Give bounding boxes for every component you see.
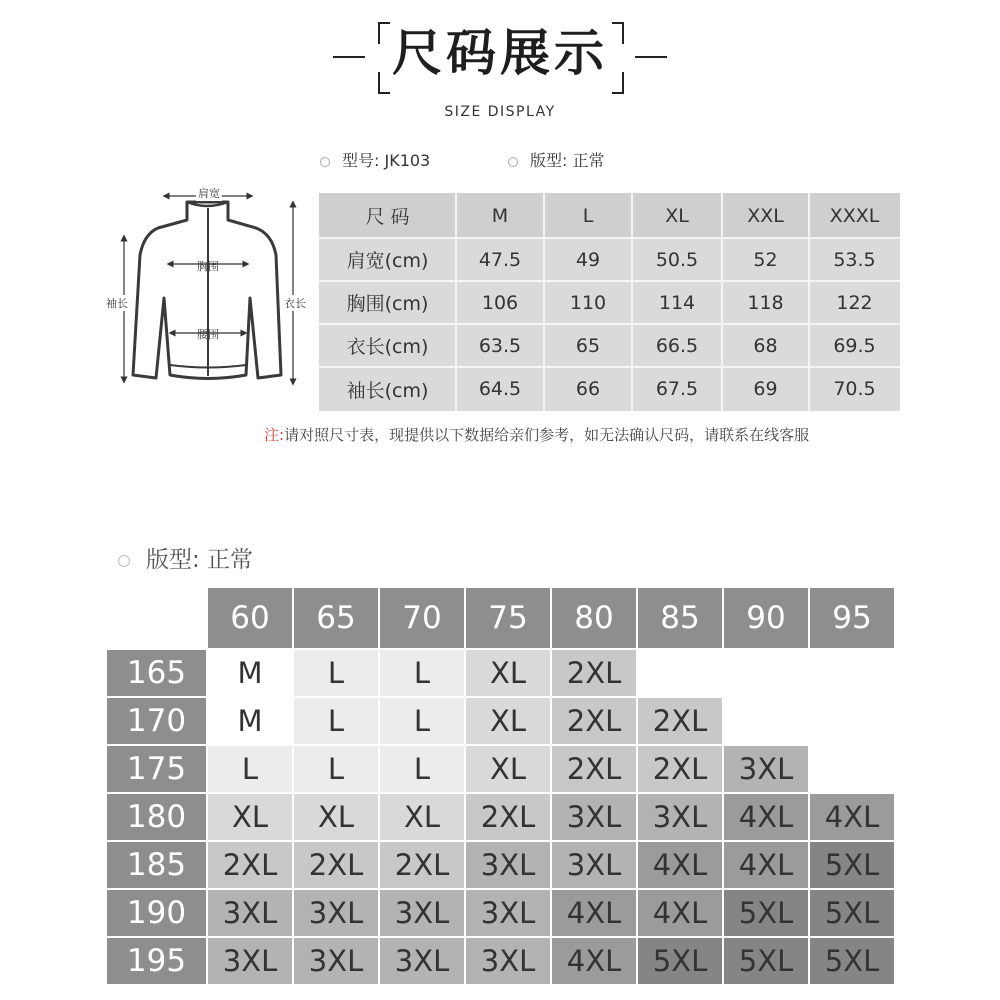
size-table-header-cell: XXL	[722, 193, 809, 238]
size-cell: XL	[466, 650, 552, 698]
weight-header-cell: 65	[294, 588, 380, 650]
model-text: 型号: JK103	[342, 151, 431, 170]
height-header-cell: 165	[107, 650, 208, 698]
height-header-cell: 175	[107, 746, 208, 794]
table-row-divider	[319, 366, 900, 368]
size-cell: 2XL	[552, 650, 638, 698]
weight-header-cell: 95	[810, 588, 896, 650]
size-table-header-cell: L	[544, 193, 632, 238]
table-column-divider	[543, 193, 545, 411]
size-cell: XL	[294, 794, 380, 842]
height-weight-grid	[107, 588, 893, 986]
size-cell: XL	[380, 794, 466, 842]
size-cell: 3XL	[724, 746, 810, 794]
size-cell: 3XL	[466, 938, 552, 986]
size-cell: 5XL	[810, 890, 896, 938]
grid-fit-info	[118, 545, 253, 575]
grid-fit-text: 版型: 正常	[146, 547, 254, 573]
size-cell: 4XL	[810, 794, 896, 842]
size-table-cell: 114	[658, 291, 696, 314]
size-cell: L	[294, 650, 380, 698]
sleeve-label: 袖长	[106, 297, 128, 310]
bullet-icon	[320, 157, 330, 167]
size-table-header-cell: M	[456, 193, 544, 238]
weight-header-cell: 75	[466, 588, 552, 650]
table-row-divider	[319, 237, 900, 239]
size-table-header-cell: XL	[632, 193, 722, 238]
jacket-outline-icon	[100, 180, 315, 395]
size-cell: XL	[466, 746, 552, 794]
size-cell: 5XL	[638, 938, 724, 986]
size-cell: 5XL	[810, 842, 896, 890]
size-cell: L	[294, 698, 380, 746]
size-cell: 3XL	[294, 890, 380, 938]
table-column-divider	[455, 193, 457, 411]
table-column-divider	[721, 193, 723, 411]
size-table-cell: 68	[753, 334, 778, 357]
bullet-icon	[508, 157, 518, 167]
chest-label: 胸围	[197, 260, 219, 273]
size-table-cell: 69.5	[833, 334, 876, 357]
size-cell: 3XL	[208, 938, 294, 986]
size-cell: XL	[466, 698, 552, 746]
size-table-cell: 110	[569, 291, 607, 314]
size-note	[264, 424, 809, 446]
size-cell: 3XL	[466, 842, 552, 890]
size-table-header-cell: XXXL	[809, 193, 900, 238]
size-cell: 2XL	[638, 746, 724, 794]
size-cell: 3XL	[466, 890, 552, 938]
size-table-cell: 65	[575, 334, 601, 357]
size-table-cell: 118	[747, 291, 784, 314]
size-cell: M	[208, 698, 294, 746]
size-table-cell: 70.5	[833, 378, 876, 400]
size-table-row-label: 胸围(cm)	[346, 293, 429, 315]
size-table-row-label: 袖长(cm)	[346, 379, 429, 402]
weight-header-cell: 80	[552, 588, 638, 650]
height-header-cell: 180	[107, 794, 208, 842]
table-row-divider	[319, 323, 900, 325]
size-table-header-cell: 尺 码	[319, 193, 456, 238]
note-prefix: 注:	[264, 426, 285, 444]
fit-info	[508, 150, 604, 172]
size-cell: 3XL	[380, 890, 466, 938]
size-cell: 3XL	[294, 938, 380, 986]
model-info	[320, 150, 430, 172]
size-cell: 3XL	[552, 794, 638, 842]
weight-header-cell: 60	[208, 588, 294, 650]
bullet-icon	[118, 555, 130, 567]
size-cell: L	[208, 746, 294, 794]
height-header-cell: 170	[107, 698, 208, 746]
size-table-cell: 52	[753, 248, 778, 271]
size-cell: 4XL	[552, 890, 638, 938]
fit-text: 版型: 正常	[530, 151, 605, 170]
size-table-cell: 64.5	[478, 378, 522, 400]
waist-label: 腰围	[197, 328, 219, 341]
size-table	[319, 193, 900, 411]
size-cell: L	[380, 698, 466, 746]
size-cell: 2XL	[552, 746, 638, 794]
size-cell: 5XL	[724, 938, 810, 986]
size-table-cell: 69	[753, 378, 778, 400]
page-title: 尺码展示	[392, 24, 608, 82]
shoulder-label: 肩宽	[198, 187, 220, 200]
size-cell: L	[380, 746, 466, 794]
weight-axis-label: 体重(kg)	[144, 598, 200, 613]
garment-diagram	[100, 180, 315, 395]
length-label: 衣长	[284, 297, 306, 310]
size-cell: 3XL	[208, 890, 294, 938]
size-table-row-label: 衣长(cm)	[346, 336, 429, 358]
size-cell: 4XL	[638, 842, 724, 890]
weight-header-cell: 90	[724, 588, 810, 650]
height-header-cell: 195	[107, 938, 208, 986]
size-table-cell: 66	[575, 378, 601, 400]
size-cell: 3XL	[380, 938, 466, 986]
height-axis-label: 身高(cm)	[110, 627, 170, 642]
size-cell: XL	[208, 794, 294, 842]
size-cell: 4XL	[638, 890, 724, 938]
size-cell: 2XL	[638, 698, 724, 746]
note-text: 请对照尺寸表，现提供以下数据给亲们参考，如无法确认尺码，请联系在线客服	[284, 426, 810, 444]
size-cell: 2XL	[552, 698, 638, 746]
size-table-cell: 67.5	[655, 378, 699, 400]
size-table-cell: 53.5	[833, 248, 876, 271]
weight-header-cell: 85	[638, 588, 724, 650]
table-column-divider	[631, 193, 633, 411]
grid-corner	[107, 588, 208, 650]
table-column-divider	[808, 193, 810, 411]
size-cell: 5XL	[724, 890, 810, 938]
size-table-cell: 49	[575, 248, 601, 271]
size-cell: 3XL	[552, 842, 638, 890]
height-header-cell: 190	[107, 890, 208, 938]
size-table-cell: 66.5	[655, 334, 699, 357]
size-table-row-label: 肩宽(cm)	[346, 250, 429, 272]
size-cell: 3XL	[638, 794, 724, 842]
size-table-cell: 122	[836, 291, 873, 314]
size-cell: L	[380, 650, 466, 698]
size-table-cell: 47.5	[478, 248, 522, 271]
size-cell: M	[208, 650, 294, 698]
size-cell: 2XL	[208, 842, 294, 890]
weight-header-cell: 70	[380, 588, 466, 650]
table-row-divider	[319, 280, 900, 282]
height-header-cell: 185	[107, 842, 208, 890]
page-subtitle: SIZE DISPLAY	[444, 104, 556, 120]
size-cell: 2XL	[294, 842, 380, 890]
size-table-cell: 106	[481, 291, 519, 314]
size-cell: 2XL	[466, 794, 552, 842]
size-cell: L	[294, 746, 380, 794]
size-cell: 4XL	[552, 938, 638, 986]
size-cell: 4XL	[724, 794, 810, 842]
size-cell: 5XL	[810, 938, 896, 986]
size-table-cell: 63.5	[478, 334, 522, 357]
size-table-cell: 50.5	[655, 248, 699, 271]
size-cell: 4XL	[724, 842, 810, 890]
size-cell: 2XL	[380, 842, 466, 890]
